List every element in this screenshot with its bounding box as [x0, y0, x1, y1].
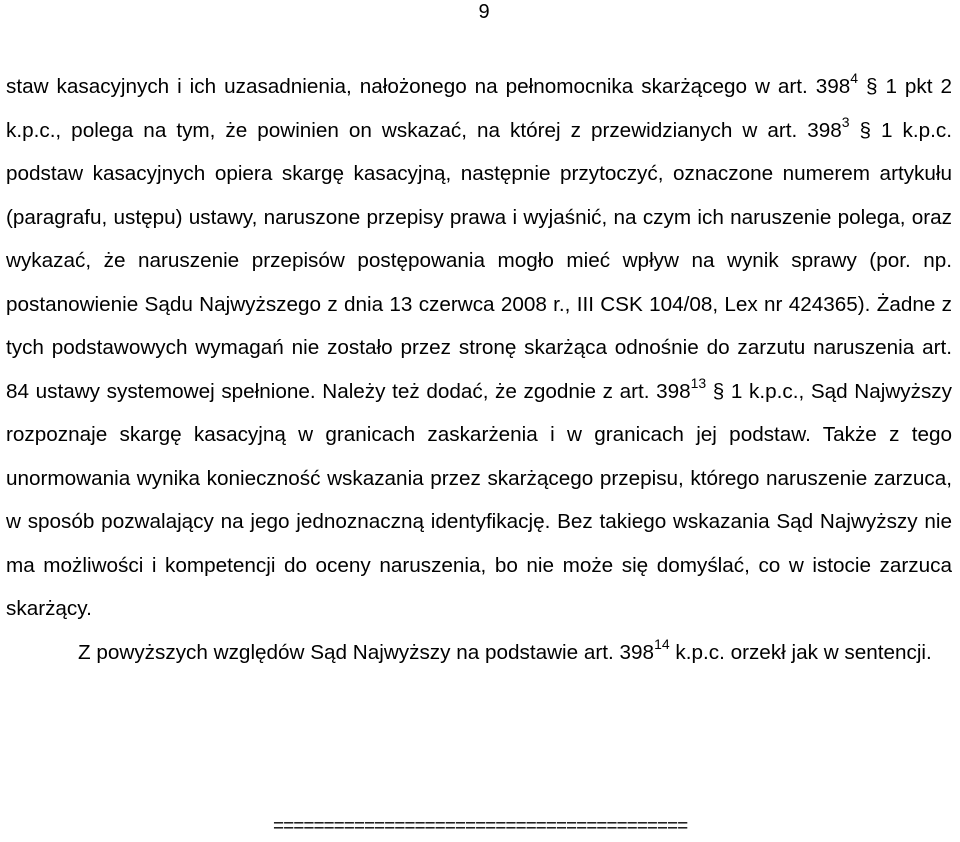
paragraph-2-text-1: Z powyższych względów Sąd Najwyższy na podstawie art. 398 [78, 640, 655, 664]
paragraph-2 [6, 631, 952, 675]
paragraph-2-text-2: k.p.c. orzekł jak w sentencji. [669, 640, 932, 664]
end-separator: ========================================= [272, 816, 688, 838]
paragraph-1-text-2: § 1 pkt 2 k.p.c., polega na tym, że powinien on wskazać, na której z przewidzianych w art. 398 [6, 75, 952, 142]
superscript-3: 3 [841, 113, 850, 130]
superscript-13: 13 [690, 374, 707, 391]
superscript-14: 14 [654, 635, 670, 652]
document-body [6, 65, 952, 674]
page-number [0, 0, 960, 26]
paragraph-1-text-3: § 1 k.p.c. podstaw kasacyjnych opiera skargę kasacyjną, następnie przytoczyć, oznaczone numerem artykułu (paragrafu, ustępu) ustawy, naruszone przepisy prawa i wyjaśnić, na czym ich naruszenie polega, oraz wykazać, że naruszenie przepisów postępowania mogło mieć wpływ na wynik sprawy (por. np. postanowienie Sądu Najwyższego z dnia 13 czerwca 2008 r., III CSK 104/08, Lex nr 424365). Żadne z tych podstawowych wymagań nie zostało przez stronę skarżąca odnośnie do zarzutu naruszenia art. 84 ustawy systemowej spełnione. Należy też dodać, że zgodnie z art. 398 [6, 118, 952, 403]
page-number-text: 9 [478, 1, 490, 23]
paragraph-1 [6, 65, 952, 631]
paragraph-1-text-1: staw kasacyjnych i ich uzasadnienia, nałożonego na pełnomocnika skarżącego w art. 398 [6, 75, 851, 98]
superscript-4: 4 [850, 70, 859, 87]
paragraph-1-text-4: § 1 k.p.c., Sąd Najwyższy rozpoznaje skargę kasacyjną w granicach zaskarżenia i w granicach jej podstaw. Także z tego unormowania wynika konieczność wskazania przez skarżącego przepisu, którego naruszenie zarzuca, w sposób pozwalający na jego jednoznaczną identyfikację. Bez takiego wskazania Sąd Najwyższy nie ma możliwości i kompetencji do oceny naruszenia, bo nie może się domyślać, co w istocie zarzuca skarżący. [6, 379, 952, 620]
